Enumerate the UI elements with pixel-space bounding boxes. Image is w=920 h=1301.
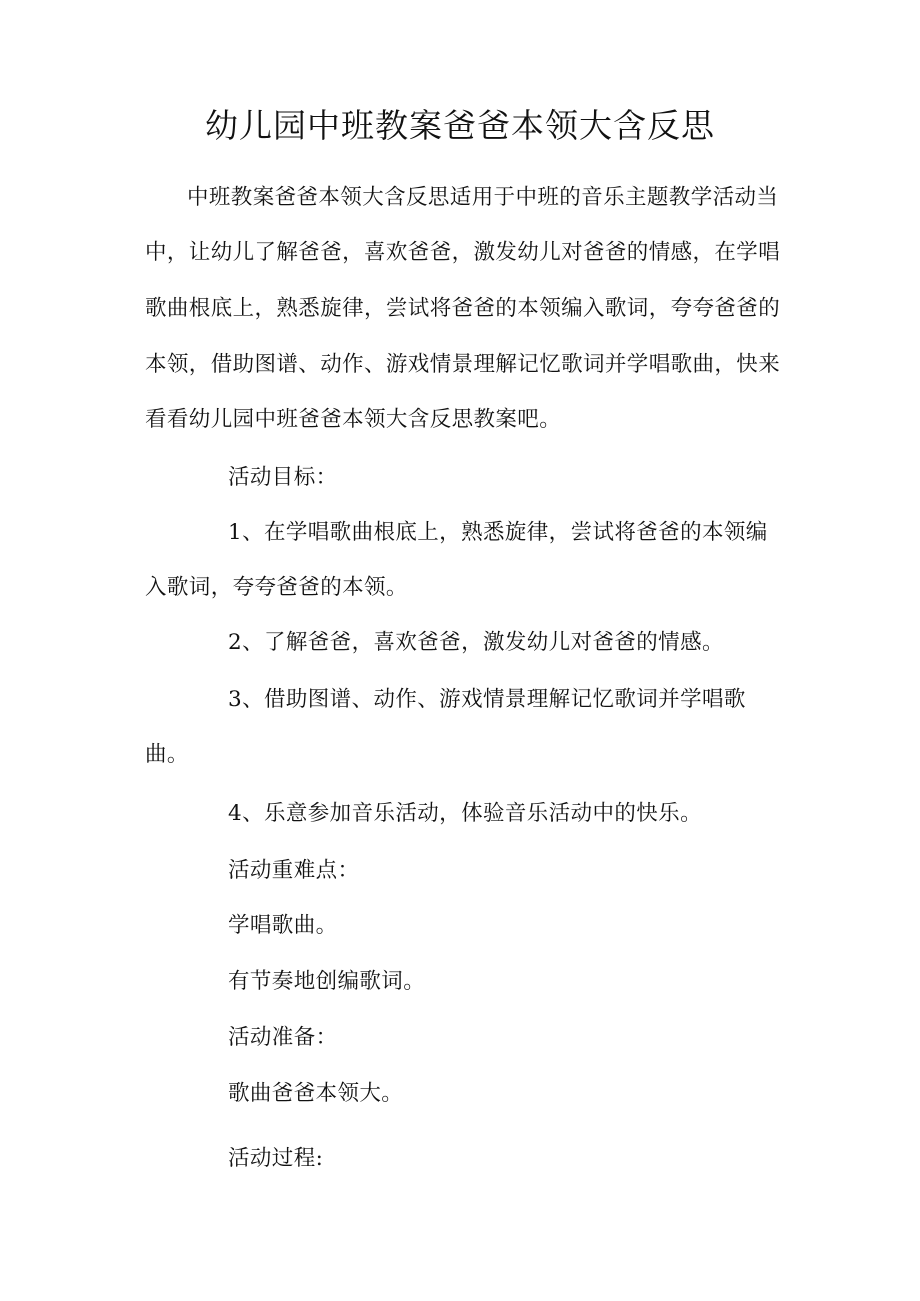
goal-4: 4、乐意参加音乐活动，体验音乐活动中的快乐。: [228, 801, 702, 826]
goal-3-line-2: 曲。: [145, 742, 189, 767]
key-point-2: 有节奏地创编歌词。: [228, 969, 426, 994]
prep-item: 歌曲爸爸本领大。: [228, 1081, 404, 1106]
intro-line-5: 看看幼儿园中班爸爸本领大含反思教案吧。: [145, 407, 562, 432]
intro-line-4: 本领，借助图谱、动作、游戏情景理解记忆歌词并学唱歌曲，快来: [145, 352, 781, 377]
key-points-heading: 活动重难点：: [228, 858, 360, 883]
intro-line-1: 中班教案爸爸本领大含反思适用于中班的音乐主题教学活动当: [187, 185, 779, 210]
intro-line-2: 中，让幼儿了解爸爸，喜欢爸爸，激发幼儿对爸爸的情感，在学唱: [145, 240, 781, 265]
goal-3-line-1: 3、借助图谱、动作、游戏情景理解记忆歌词并学唱歌: [228, 687, 746, 712]
goal-1-line-1: 1、在学唱歌曲根底上，熟悉旋律，尝试将爸爸的本领编: [228, 520, 768, 545]
intro-line-3: 歌曲根底上，熟悉旋律，尝试将爸爸的本领编入歌词，夸夸爸爸的: [145, 296, 781, 321]
goal-1-line-2: 入歌词，夸夸爸爸的本领。: [145, 575, 408, 600]
prep-heading: 活动准备：: [228, 1025, 338, 1050]
goals-heading: 活动目标：: [228, 465, 338, 490]
key-point-1: 学唱歌曲。: [228, 913, 338, 938]
process-heading: 活动过程:: [228, 1146, 324, 1171]
goal-2: 2、了解爸爸，喜欢爸爸，激发幼儿对爸爸的情感。: [228, 630, 724, 655]
document-title: 幼儿园中班教案爸爸本领大含反思: [205, 106, 715, 145]
